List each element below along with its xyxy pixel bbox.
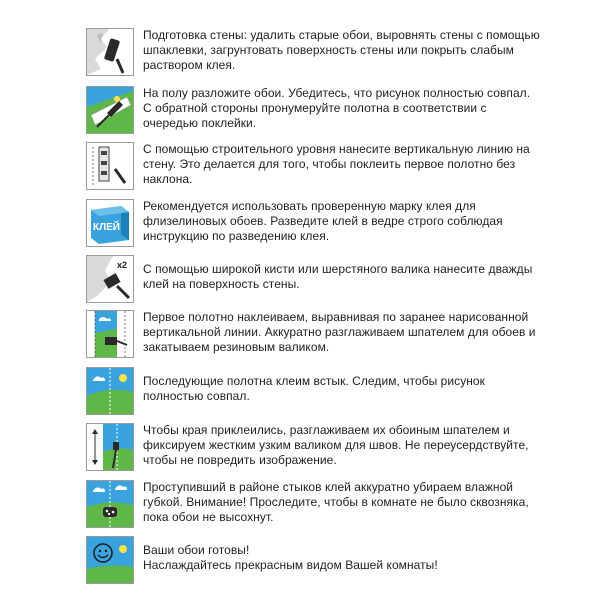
step-10-line-2: Наслаждайтесь прекрасным видом Вашей комнаты! xyxy=(143,558,438,572)
step-7-line-2: полностью совпал. xyxy=(143,389,250,403)
step-6-line-3: закатываем резиновым валиком. xyxy=(143,340,330,354)
step-7 xyxy=(86,367,546,415)
wallpaper-on-floor-icon xyxy=(86,86,134,134)
step-10-line-1: Ваши обои готовы! xyxy=(143,543,250,557)
step-4-line-3: инструкцию по разведению клея. xyxy=(143,229,330,243)
step-4-line-1: Рекомендуется использовать проверенную марку клея для xyxy=(143,199,476,213)
step-5-line-2: клей на поверхность стены. xyxy=(143,277,300,291)
step-2-line-3: очередью поклейки. xyxy=(143,116,257,130)
step-4-line-2: флизелиновых обоев. Разведите клей в ведре строго соблюдая xyxy=(143,214,503,228)
glue-box-icon xyxy=(86,199,134,247)
step-3-line-3: наклона. xyxy=(143,172,193,186)
glue-box-label: КЛЕЙ xyxy=(93,222,120,233)
brush-x2-badge: x2 xyxy=(117,260,128,270)
seam-roller-icon xyxy=(86,423,134,471)
step-8 xyxy=(86,423,546,471)
step-6 xyxy=(86,310,546,358)
step-8-line-3: чтобы не повредить изображение. xyxy=(143,453,337,467)
step-9 xyxy=(86,480,546,528)
step-1-line-2: шпаклевки, загрунтовать поверхность стены или покрыть слабым xyxy=(143,43,514,57)
step-2-line-2: С обратной стороны пронумеруйте полотна в соответствии с xyxy=(143,101,487,115)
panels-butt-joint-icon xyxy=(86,367,134,415)
step-9-line-3: пока обои не высохнут. xyxy=(143,510,274,524)
step-8-line-1: Чтобы края приклеились, разглаживаем их обоиным шпателем и xyxy=(143,423,510,437)
step-2 xyxy=(86,86,546,134)
first-panel-icon xyxy=(86,310,134,358)
step-2-line-1: На полу разложите обои. Убедитесь, что рисунок полностью совпал. xyxy=(143,86,531,100)
step-6-line-1: Первое полотно наклеиваем, выравнивая по заранее нарисованной xyxy=(143,310,529,324)
step-9-line-1: Проступивший в районе стыков клей аккуратно убираем влажной xyxy=(143,480,514,494)
step-3 xyxy=(86,142,546,190)
step-4 xyxy=(86,199,546,247)
step-7-line-1: Последующие полотна клеим встык. Следим, чтобы рисунок xyxy=(143,374,485,388)
brush-x2-icon xyxy=(86,255,134,303)
sponge-icon xyxy=(86,480,134,528)
step-3-line-1: С помощью строительного уровня нанесите вертикальную линию на xyxy=(143,142,530,156)
step-8-line-2: фиксируем жестким узким валиком для швов. Не переусердствуйте, xyxy=(143,438,529,452)
wall-roller-icon xyxy=(86,28,134,76)
step-5-line-1: С помощью широкой кисти или шерстяного валика нанесите дважды xyxy=(143,262,533,276)
step-1-line-3: раствором клея. xyxy=(143,58,236,72)
smiley-sun-icon xyxy=(86,536,134,584)
step-10 xyxy=(86,536,546,584)
step-5 xyxy=(86,255,546,303)
step-6-line-2: вертикальной линии. Аккуратно разглаживаем шпателем для обоев и xyxy=(143,325,536,339)
step-1 xyxy=(86,28,546,76)
step-9-line-2: губкой. Внимание! Проследите, чтобы в комнате не было сквозняка, xyxy=(143,495,529,509)
level-icon xyxy=(86,142,134,190)
step-3-line-2: стену. Это делается для того, чтобы поклеить первое полотно без xyxy=(143,157,516,171)
step-1-line-1: Подготовка стены: удалить старые обои, выровнять стены с помощью xyxy=(143,28,540,42)
